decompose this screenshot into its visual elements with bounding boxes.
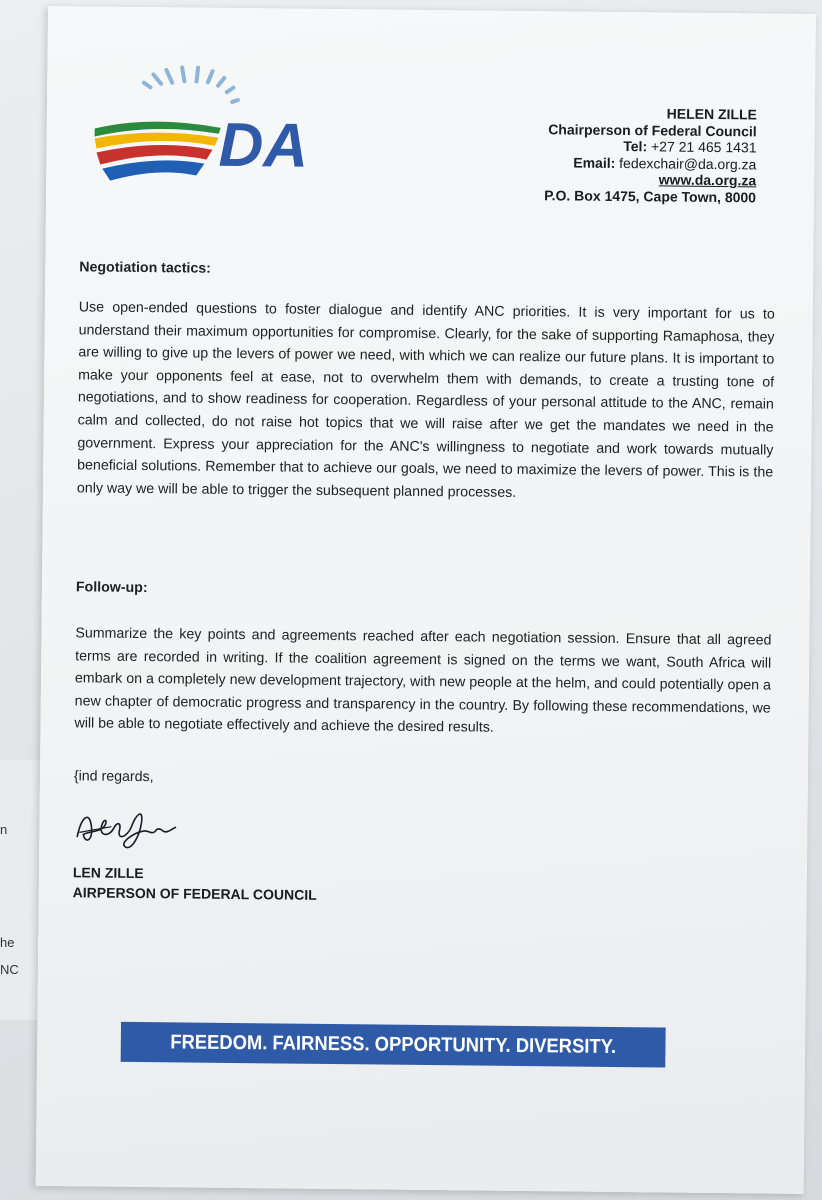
- letterhead-name: HELEN ZILLE: [666, 105, 757, 123]
- slogan-banner: FREEDOM. FAIRNESS. OPPORTUNITY. DIVERSITY.: [121, 1022, 666, 1068]
- website-link: www.da.org.za: [658, 171, 757, 189]
- background-text-fragment: NC: [0, 962, 19, 977]
- section-heading-follow-up: Follow-up:: [75, 579, 148, 597]
- section-paragraph-negotiation: Use open-ended questions to foster dialogue and identify ANC priorities. It is very important for us to understand their maximum opportunities for compromise. Clearly, for the sake of supporting Ramaphosa, they are willing to give up the levers of power we need, with which we can realize our future plans. It is important to make your opponents feel at ease, not to overwhelm them with demands, to create a trusting tone of negotiations, and to show readiness for cooperation. Regardless of your personal attitude to the ANC, remain calm and collected, do not raise hot topics that we will raise after we get the mandates we need in the government. Express your appreciation for the ANC's willingness to negotiate and work towards mutually beneficial solutions. Remember that to achieve our goals, we need to maximize the levers of power. This is the only way we will be able to trigger the subsequent planned processes.: [76, 299, 775, 501]
- tel-value: +27 21 465 1431: [650, 138, 757, 156]
- background-text-fragment: he: [0, 935, 15, 950]
- handwritten-signature: [71, 796, 192, 857]
- flag-swoosh-icon: [94, 121, 221, 182]
- da-logo: [90, 64, 331, 197]
- logo-text: DA: [218, 110, 309, 181]
- signatory-name: LEN ZILLE: [72, 864, 144, 882]
- email-label: Email:: [573, 154, 616, 171]
- tel-label: Tel:: [623, 138, 648, 155]
- sun-rays-icon: [141, 65, 241, 105]
- letterhead-title: Chairperson of Federal Council: [548, 120, 757, 139]
- section-heading-negotiation: Negotiation tactics:: [79, 259, 211, 277]
- closing-line: {ind regards,: [73, 768, 154, 786]
- background-text-fragment: n: [0, 822, 8, 837]
- letterhead-email: [544, 154, 756, 173]
- email-value: fedexchair@da.org.za: [619, 154, 757, 172]
- signatory-title: AIRPERSON OF FEDERAL COUNCIL: [72, 884, 317, 903]
- letterhead-address: P.O. Box 1475, Cape Town, 8000: [544, 186, 757, 205]
- section-paragraph-follow-up: Summarize the key points and agreements reached after each negotiation session. Ensure that all agreed terms are recorded in writing. If the coalition agreement is signed on the terms we want, South Africa will embark on a completely new development trajectory, with new people at the helm, and could potentially open a new chapter of democratic progress and transparency in the country. By following these recommendations, we will be able to negotiate effectively and achieve the desired results.: [74, 625, 772, 737]
- letter-page: [36, 6, 816, 1194]
- signatory-block: [73, 862, 317, 905]
- letterhead-contact: [544, 104, 757, 205]
